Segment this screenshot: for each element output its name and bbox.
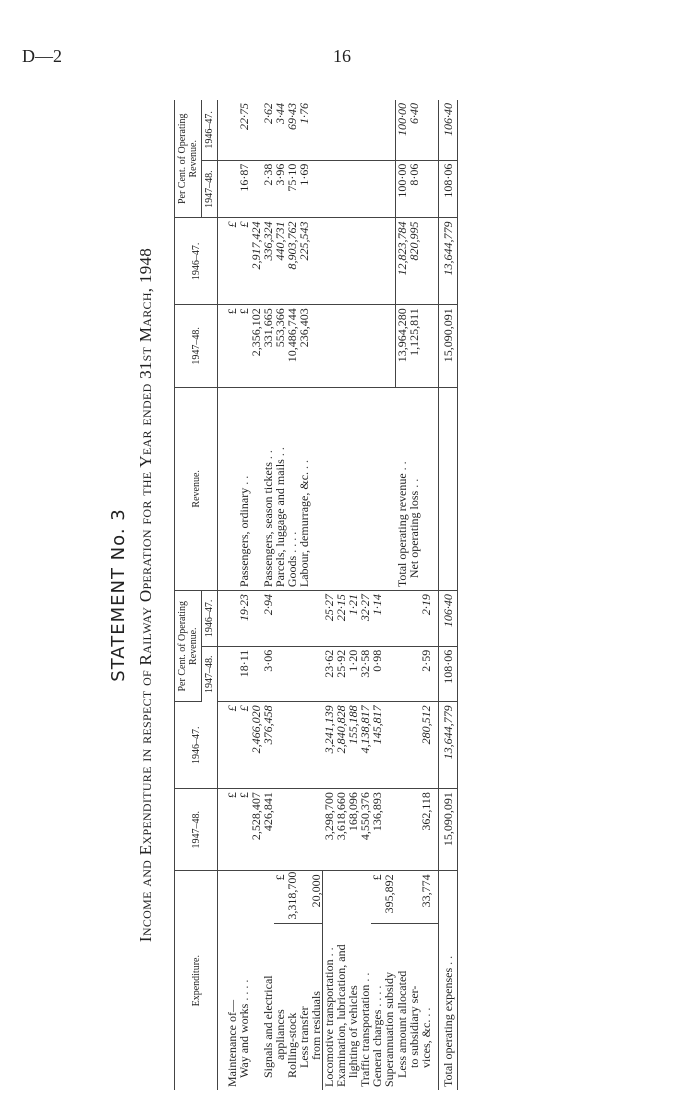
labour-p1: 1·69 <box>298 160 310 218</box>
goods-p2: 69·43 <box>286 100 298 160</box>
general-p1: 0·98 <box>371 646 383 702</box>
labour-p2: 1·76 <box>298 100 310 160</box>
pass-ord-p1: 16·87 <box>238 160 262 218</box>
pass-season-p1: 2·38 <box>262 160 274 218</box>
net-loss-y1: 1,125,811 <box>408 305 420 387</box>
net-loss-p1: 8·06 <box>408 160 420 218</box>
rev-total-y1: 15,090,091 <box>439 305 458 387</box>
page-identifier: D—2 <box>22 46 62 66</box>
net-loss-y2: 820,995 <box>408 218 420 305</box>
rev-y1-header: 1947–48. <box>175 305 218 387</box>
pass-season-y1: 331,665 <box>262 305 274 387</box>
exp-y2-header: 1946–47. <box>175 702 218 789</box>
exp-pound: £ <box>218 702 239 789</box>
exp-label: Signals and electrical <box>261 975 275 1078</box>
traffic-p2: 32·27 <box>359 591 371 647</box>
parcels-p2: 3·44 <box>274 100 286 160</box>
exp-label: Maintenance of— <box>225 1000 239 1087</box>
exp-pct-y2-header: 1946–47. <box>202 591 218 647</box>
goods-p1: 75·10 <box>286 160 298 218</box>
net-loss-p2: 6·40 <box>408 100 420 160</box>
expenditure-header: Expenditure. <box>175 871 218 1090</box>
statement-title: Income and Expenditure in respect of Railway Operation for the Year ended 31st March, 1948 <box>136 247 155 943</box>
exam-y1: 3,618,660 <box>335 789 347 871</box>
exp-label: Superannuation subsidy <box>382 972 396 1087</box>
table-row <box>310 100 323 1090</box>
rev-label: Labour, demurrage, &c. . . <box>298 387 310 591</box>
rotated-statement <box>108 95 668 1095</box>
exp-total-label: Total operating expenses . . <box>439 871 458 1090</box>
way-p2: 19·23 <box>238 591 262 647</box>
traffic-y1: 4,550,376 <box>359 789 371 871</box>
header-row-1 <box>175 100 202 1090</box>
lighting-p2: 1·21 <box>347 591 359 647</box>
exp-pct-y1-header: 1947–48. <box>202 646 218 702</box>
pass-ord-p2: 22·75 <box>238 100 262 160</box>
exp-label: Rolling-stock <box>285 1012 299 1078</box>
table-row <box>383 100 396 1090</box>
revenue-header: Revenue. <box>175 387 218 591</box>
way-y1: £ 2,528,407 <box>238 789 262 871</box>
general-y1: 136,893 <box>371 789 383 871</box>
goods-y2: 8,903,762 <box>286 218 298 305</box>
exam-p1: 25·92 <box>335 646 347 702</box>
rev-y2-header: 1946–47. <box>175 218 218 305</box>
total-rev-p1: 100·00 <box>396 160 409 218</box>
exam-p2: 22·15 <box>335 591 347 647</box>
total-rev-y1: 13,964,280 <box>396 305 409 387</box>
rev-label: Passengers, season tickets . . <box>262 387 274 591</box>
pass-ord-y1: £ 2,356,102 <box>238 305 262 387</box>
exp-super-pound: £ <box>371 871 383 923</box>
parcels-y2: 440,731 <box>274 218 286 305</box>
parcels-y1: 553,366 <box>274 305 286 387</box>
super-y2: 280,512 <box>420 702 439 789</box>
exp-pound: £ <box>218 789 239 871</box>
exp-label: vices, &c. . . <box>419 1007 433 1068</box>
total-rev-p2: 100·00 <box>396 100 409 160</box>
loco-y2: 3,241,139 <box>323 702 336 789</box>
way-p1: 18·11 <box>238 646 262 702</box>
exp-total-p1: 108·06 <box>439 646 458 702</box>
super-p1: 2·59 <box>420 646 439 702</box>
table-row <box>238 100 262 1090</box>
parcels-p1: 3·96 <box>274 160 286 218</box>
exp-y1-header: 1947–48. <box>175 789 218 871</box>
table-row <box>298 100 310 1090</box>
rev-total-y2: 13,644,779 <box>439 218 458 305</box>
rev-pound: £ <box>218 305 239 387</box>
rolling-amount: 3,318,700 <box>286 871 298 923</box>
rev-total-p2: 106·40 <box>439 100 458 160</box>
loco-p2: 25·27 <box>323 591 336 647</box>
super-y1: 362,118 <box>420 789 439 871</box>
exp-label: Less amount allocated <box>394 970 409 1078</box>
rev-pct-header: Per Cent. of Operating Revenue. <box>175 100 202 218</box>
rev-label: Parcels, luggage and mails . . <box>274 387 286 591</box>
rev-label: Net operating loss . . <box>408 387 420 591</box>
signals-y2: 376,458 <box>262 702 274 789</box>
exp-label: Traffic transportation . . <box>358 972 372 1087</box>
rev-label: Goods . . . . <box>286 387 298 591</box>
table-row <box>371 100 383 1090</box>
exp-total-y2: 13,644,779 <box>439 702 458 789</box>
signals-p2: 2·94 <box>262 591 274 647</box>
super-amount: 395,892 <box>383 871 396 923</box>
exp-label: from residuals <box>310 923 323 1090</box>
rev-pct-y1-header: 1947–48. <box>202 160 218 218</box>
goods-y1: 10,486,744 <box>286 305 298 387</box>
pass-season-p2: 2·62 <box>262 100 274 160</box>
statement-heading: STATEMENT No. 3 <box>108 508 129 682</box>
general-y2: 145,817 <box>371 702 383 789</box>
exp-total-p2: 106·40 <box>439 591 458 647</box>
loco-p1: 23·62 <box>323 646 336 702</box>
table-row <box>420 100 439 1090</box>
traffic-p1: 32·58 <box>359 646 371 702</box>
exp-label: Less transfer <box>297 1006 311 1068</box>
rev-total-p1: 108·06 <box>439 160 458 218</box>
exp-label: General charges . . . . <box>370 985 384 1087</box>
rev-pct-y2-header: 1946–47. <box>202 100 218 160</box>
lighting-y1: 168,096 <box>347 789 359 871</box>
lighting-y2: 155,188 <box>347 702 359 789</box>
exp-label: to subsidiary ser- <box>407 985 421 1068</box>
exam-y2: 2,840,828 <box>335 702 347 789</box>
rev-label: Total operating revenue . . <box>396 387 409 591</box>
exp-label: Locomotive transportation . . <box>322 947 336 1087</box>
total-rev-y2: 12,823,784 <box>396 218 409 305</box>
exp-pct-header: Per Cent. of Operating Revenue. <box>175 591 202 702</box>
traffic-y2: 4,138,817 <box>359 702 371 789</box>
exp-sub-pound: £ <box>274 871 286 923</box>
loco-y1: 3,298,700 <box>323 789 336 871</box>
exp-label: lighting of vehicles <box>346 985 360 1078</box>
rev-label: Passengers, ordinary . . <box>238 387 262 591</box>
total-row <box>439 100 458 1090</box>
general-p2: 1·14 <box>371 591 383 647</box>
way-y2: £ 2,466,020 <box>238 702 262 789</box>
residuals-amount: 20,000 <box>310 871 323 923</box>
labour-y1: 236,403 <box>298 305 310 387</box>
lighting-p1: 1·20 <box>347 646 359 702</box>
pass-season-y2: 336,324 <box>262 218 274 305</box>
exp-label: Examination, lubrication, and <box>334 944 348 1087</box>
table-row <box>218 100 239 1090</box>
page-number: 16 <box>333 46 351 66</box>
labour-y2: 225,543 <box>298 218 310 305</box>
allocated-amount: 33,774 <box>420 871 439 923</box>
signals-p1: 3·06 <box>262 646 274 702</box>
income-expenditure-table <box>174 100 458 1090</box>
exp-label: appliances <box>273 1009 287 1060</box>
super-p2: 2·19 <box>420 591 439 647</box>
exp-total-y1: 15,090,091 <box>439 789 458 871</box>
pass-ord-y2: £ 2,917,424 <box>238 218 262 305</box>
exp-label: Way and works . . . . <box>237 979 251 1078</box>
rev-pound: £ <box>218 218 239 305</box>
signals-y1: 426,841 <box>262 789 274 871</box>
